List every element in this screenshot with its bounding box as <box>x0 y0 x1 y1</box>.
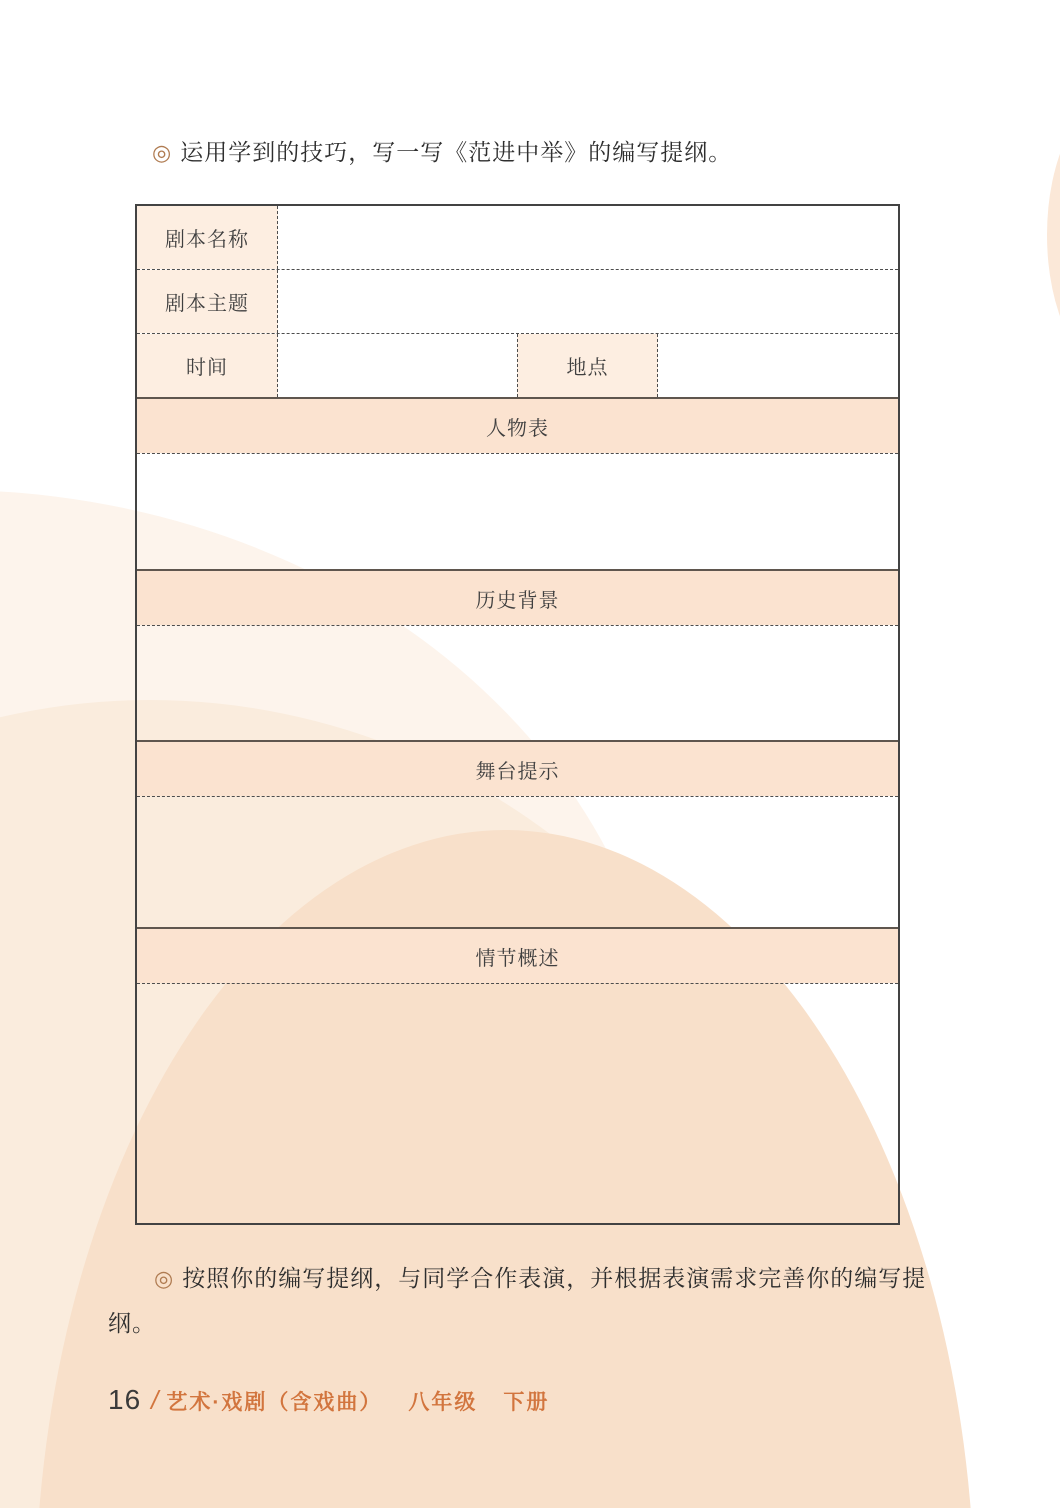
time-label: 时间 <box>137 334 278 397</box>
footer-separator: / <box>151 1385 159 1415</box>
background-ellipse-right-edge <box>1047 95 1060 375</box>
page-footer <box>108 1384 549 1416</box>
row-script-theme <box>137 269 898 333</box>
section-header-stage-directions: 舞台提示 <box>137 740 898 796</box>
section-field-history <box>137 625 898 740</box>
footer-course-title: 艺术·戏剧（含戏曲） <box>166 1391 383 1414</box>
intro-instruction-text: 运用学到的技巧，写一写《范进中举》的编写提纲。 <box>180 139 733 165</box>
footer-grade: 八年级 <box>408 1391 478 1414</box>
place-field <box>658 334 898 397</box>
intro-instruction <box>152 134 972 167</box>
script-theme-label: 剧本主题 <box>137 270 278 333</box>
ring-bullet-icon: ◎ <box>152 140 173 165</box>
outro-instruction-text: 按照你的编写提纲，与同学合作表演，并根据表演需求完善你的编写提纲。 <box>108 1265 927 1336</box>
outro-instruction <box>108 1256 956 1345</box>
row-script-name <box>137 206 898 269</box>
time-field <box>278 334 517 397</box>
section-field-stage-directions <box>137 796 898 927</box>
script-name-label: 剧本名称 <box>137 206 278 269</box>
ring-bullet-icon: ◎ <box>154 1266 175 1291</box>
section-header-characters: 人物表 <box>137 397 898 453</box>
script-theme-field <box>278 270 898 333</box>
section-header-plot-summary: 情节概述 <box>137 927 898 983</box>
footer-volume: 下册 <box>503 1391 550 1414</box>
section-header-history: 历史背景 <box>137 569 898 625</box>
page-number: 16 <box>108 1384 142 1415</box>
script-outline-table <box>135 204 900 1225</box>
section-field-characters <box>137 453 898 569</box>
place-label: 地点 <box>517 334 658 397</box>
script-name-field <box>278 206 898 269</box>
row-time-place <box>137 333 898 397</box>
section-field-plot-summary <box>137 983 898 1223</box>
